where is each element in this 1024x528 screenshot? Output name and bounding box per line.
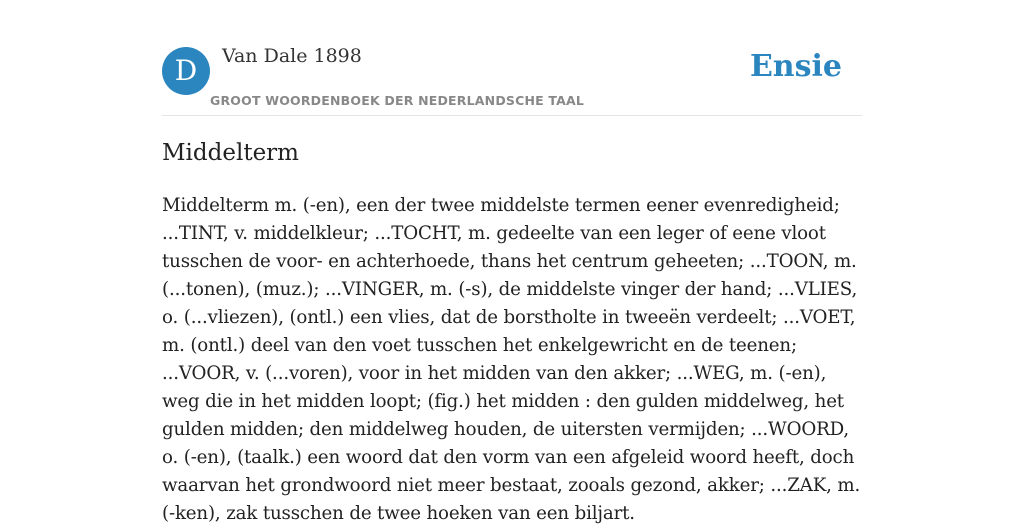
entry-title: Middelterm	[162, 140, 299, 166]
entry-definition: Middelterm m. (-en), een der twee middelste termen eener evenredigheid; ...TINT, v. middelkleur; ...TOCHT, m. gedeelte van een leger of eene vloot tusschen de voor- en achterhoede, thans het centrum geheeten; ...TOON, m. (...tonen), (muz.); ...VINGER, m. (-s), de middelste vinger der hand; ...VLIES, o. (...vliezen), (ontl.) een vlies, dat de borstholte in tweeën verdeelt; ...VOET, m. (ontl.) deel van den voet tusschen het enkelgewricht en de teenen; ...VOOR, v. (...voren), voor in het midden van den akker; ...WEG, m. (-en), weg die in het midden loopt; (fig.) het midden : den gulden middelweg, het gulden midden; den middelweg houden, de uitersten vermijden; ...WOORD, o. (-en), (taalk.) een woord dat den vorm van een afgeleid woord heeft, doch waarvan het grondwoord niet meer bestaat, zooals gezond, akker; ...ZAK, m. (-ken), zak tusschen de twee hoeken van een biljart.	[162, 195, 861, 524]
dictionary-logo[interactable]: D	[162, 47, 210, 95]
site-header	[162, 44, 862, 116]
dictionary-subtitle: GROOT WOORDENBOEK DER NEDERLANDSCHE TAAL	[210, 93, 585, 108]
dictionary-title[interactable]: Van Dale 1898	[222, 45, 362, 67]
brand-logo[interactable]: Ensie	[749, 49, 842, 84]
header-divider	[162, 115, 862, 116]
